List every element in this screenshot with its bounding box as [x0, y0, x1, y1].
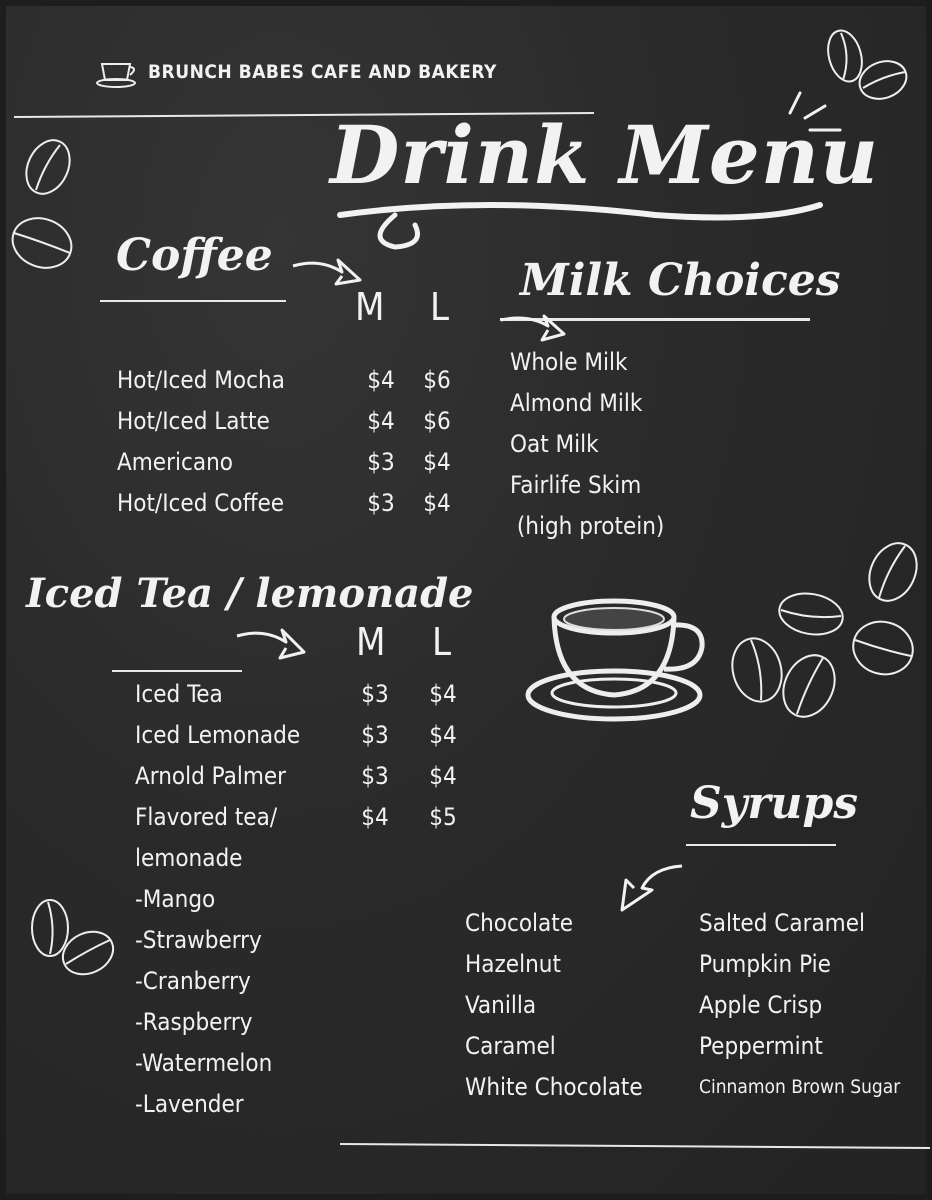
- syrup-item: Vanilla: [465, 991, 537, 1019]
- coffee-price-large-list: [418, 360, 456, 524]
- tea-price-medium: $3: [361, 762, 389, 790]
- milk-item: Fairlife Skim: [510, 471, 642, 499]
- syrups-list-left: [465, 903, 643, 1108]
- coffee-price-medium: $4: [367, 407, 395, 435]
- syrup-item: Apple Crisp: [699, 991, 823, 1019]
- coffee-price-large: $4: [423, 448, 451, 476]
- coffee-cup-icon: [96, 56, 140, 88]
- coffee-item-name: Americano: [117, 448, 233, 476]
- tea-flavor-item: -Lavender: [135, 1090, 244, 1118]
- brand-header: [96, 56, 497, 88]
- syrup-item: Hazelnut: [465, 950, 561, 978]
- syrup-item: Cinnamon Brown Sugar: [699, 1076, 901, 1098]
- milk-list: [510, 342, 664, 547]
- tea-flavor-item: lemonade: [135, 844, 243, 872]
- syrup-item: White Chocolate: [465, 1073, 643, 1101]
- coffee-price-medium-list: [362, 360, 400, 524]
- syrup-item: Peppermint: [699, 1032, 823, 1060]
- coffee-beans-icon: [825, 28, 915, 108]
- tea-item-name: Iced Tea: [135, 680, 223, 708]
- coffee-item-name: Hot/Iced Latte: [117, 407, 270, 435]
- tea-item-name: Flavored tea/: [135, 803, 278, 831]
- brand-name: BRUNCH BABES CAFE AND BAKERY: [148, 61, 497, 83]
- coffee-beans-icon: [28, 898, 118, 983]
- tea-flavor-item: -Cranberry: [135, 967, 251, 995]
- tea-size-large: L: [432, 620, 452, 664]
- coffee-size-medium: M: [355, 285, 385, 329]
- tea-flavor-item: -Watermelon: [135, 1049, 273, 1077]
- tea-heading: Iced Tea / lemonade: [26, 570, 474, 617]
- tea-price-medium-list: [356, 674, 394, 838]
- coffee-beans-icon: [10, 135, 80, 275]
- tea-heading-underline: [112, 670, 242, 672]
- syrups-list-right: [699, 903, 900, 1108]
- coffee-size-large: L: [430, 285, 450, 329]
- tea-price-medium: $3: [361, 721, 389, 749]
- syrup-item: Chocolate: [465, 909, 574, 937]
- milk-item-note: (high protein): [510, 512, 665, 540]
- coffee-item-name: Hot/Iced Mocha: [117, 366, 285, 394]
- syrups-heading: Syrups: [690, 778, 859, 829]
- milk-item: Whole Milk: [510, 348, 628, 376]
- coffee-price-large: $4: [423, 489, 451, 517]
- syrup-item: Caramel: [465, 1032, 556, 1060]
- tea-item-name: Iced Lemonade: [135, 721, 301, 749]
- coffee-beans-cluster-icon: [725, 540, 925, 725]
- syrup-item: Pumpkin Pie: [699, 950, 831, 978]
- tea-price-large: $4: [429, 762, 457, 790]
- coffee-price-medium: $3: [367, 489, 395, 517]
- tea-price-medium: $4: [361, 803, 389, 831]
- coffee-heading: Coffee: [116, 230, 273, 281]
- coffee-price-large: $6: [423, 366, 451, 394]
- coffee-price-medium: $3: [367, 448, 395, 476]
- tea-flavor-item: -Strawberry: [135, 926, 262, 954]
- tea-price-large: $4: [429, 721, 457, 749]
- tea-item-name: Arnold Palmer: [135, 762, 287, 790]
- coffee-price-medium: $4: [367, 366, 395, 394]
- tea-price-medium: $3: [361, 680, 389, 708]
- milk-item: Oat Milk: [510, 430, 599, 458]
- title-underline-swoosh: [335, 185, 825, 255]
- coffee-cup-illustration: [522, 595, 712, 725]
- syrup-item: Salted Caramel: [699, 909, 865, 937]
- tea-price-large: $5: [429, 803, 457, 831]
- syrups-heading-underline: [686, 844, 836, 846]
- coffee-heading-underline: [100, 300, 286, 302]
- coffee-item-name: Hot/Iced Coffee: [117, 489, 285, 517]
- tea-price-large: $4: [429, 680, 457, 708]
- arrow-right-icon: [234, 622, 314, 667]
- tea-size-medium: M: [356, 620, 386, 664]
- page-title: Drink Menu: [330, 108, 880, 202]
- tea-item-list: [135, 674, 300, 1125]
- tea-flavor-item: -Mango: [135, 885, 216, 913]
- milk-heading: Milk Choices: [520, 255, 841, 306]
- tea-price-large-list: [424, 674, 462, 838]
- coffee-price-large: $6: [423, 407, 451, 435]
- milk-item: Almond Milk: [510, 389, 643, 417]
- coffee-item-list: [117, 360, 285, 524]
- tea-flavor-item: -Raspberry: [135, 1008, 253, 1036]
